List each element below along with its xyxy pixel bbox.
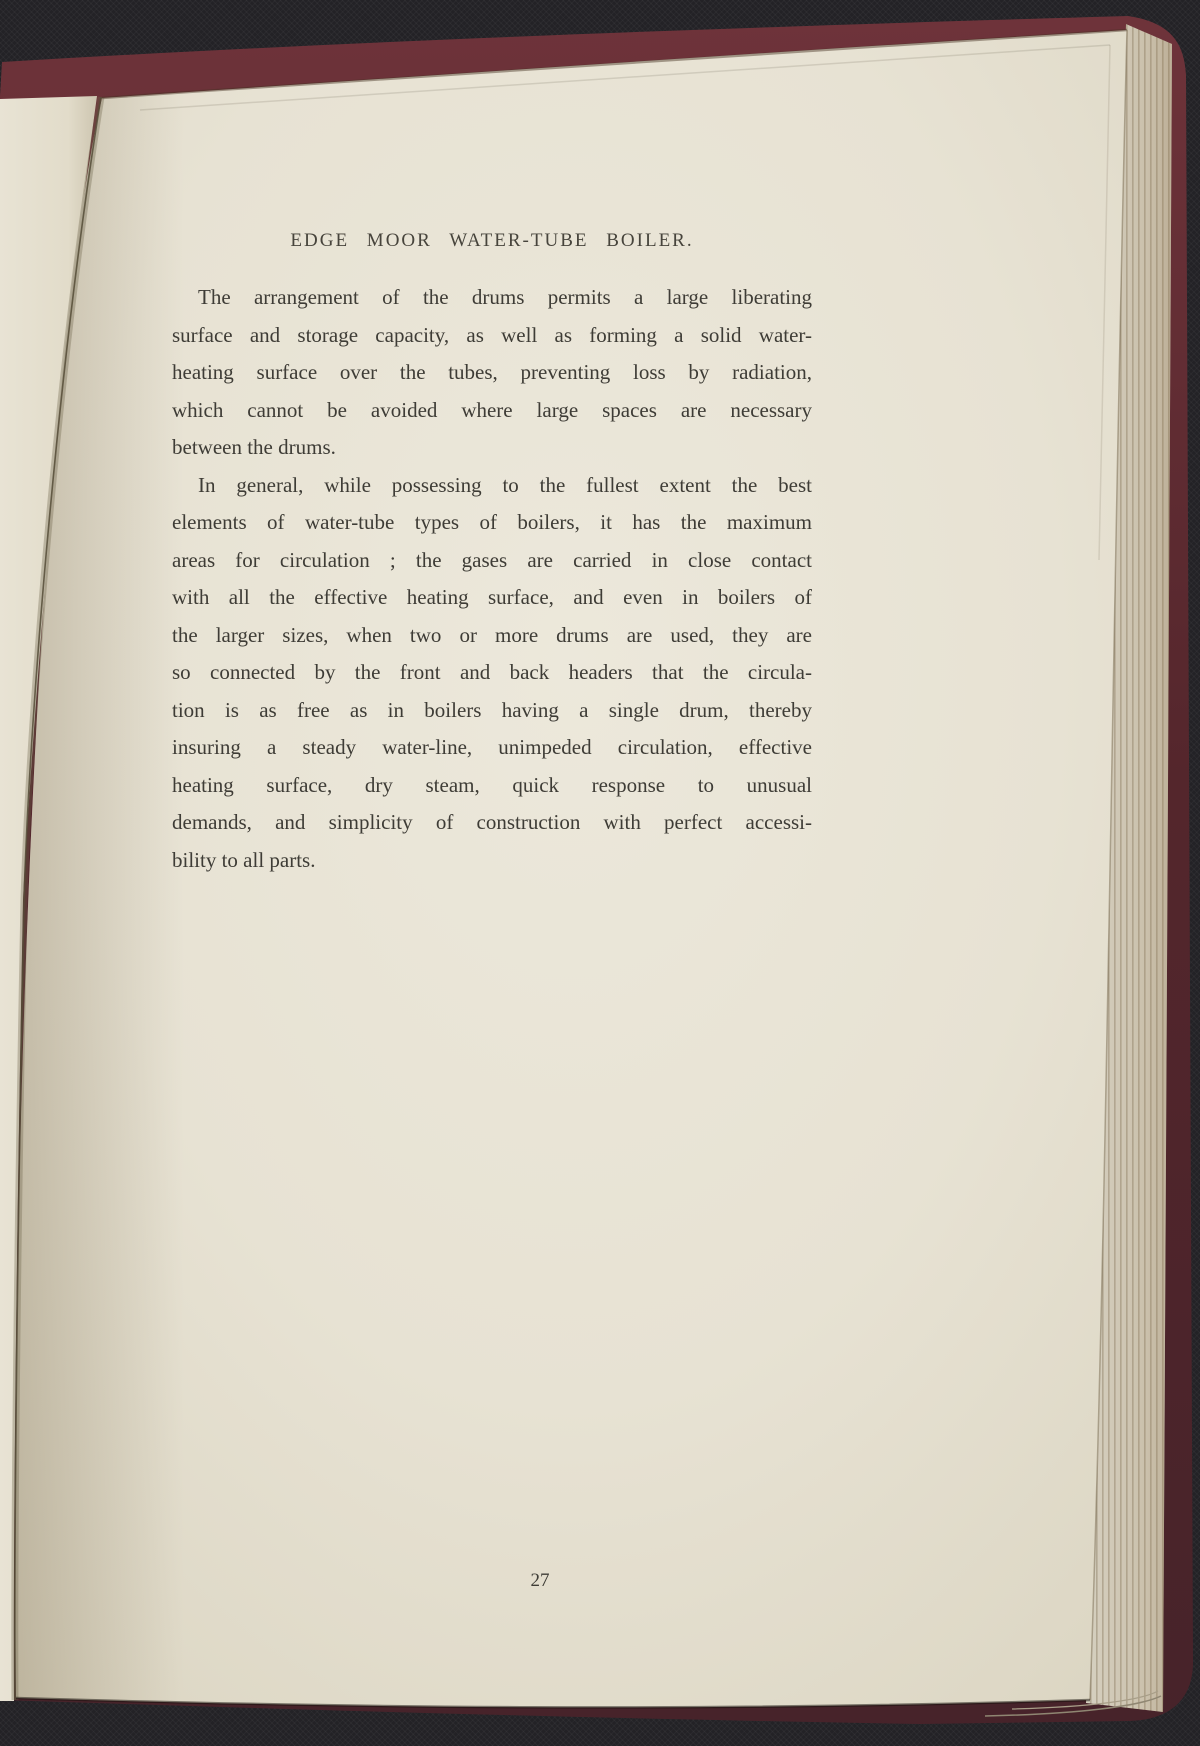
text-line: insuring a steady water-line, unimpeded circulation, effective — [172, 735, 812, 759]
text-line: the larger sizes, when two or more drums are used, they are — [172, 622, 812, 647]
text-line: between the drums. — [172, 435, 336, 459]
text-line: so connected by the front and back headers that the circula- — [172, 660, 812, 684]
text-line: which cannot be avoided where large spaces are necessary — [172, 397, 812, 422]
body-text — [172, 279, 812, 879]
page-number: 27 — [530, 1570, 550, 1591]
text-line: with all the effective heating surface, and even in boilers of — [172, 585, 812, 609]
paragraph — [172, 279, 812, 467]
text-line: areas for circulation ; the gases are carried in close contact — [172, 547, 812, 572]
text-line: heating surface, dry steam, quick response to unusual — [172, 772, 812, 797]
page-title: EDGE MOOR WATER-TUBE BOILER. — [290, 230, 694, 251]
text-line: The arrangement of the drums permits a large liberating — [198, 285, 812, 309]
text-line: heating surface over the tubes, preventing loss by radiation, — [172, 360, 812, 384]
text-line: elements of water-tube types of boilers, it has the maximum — [172, 510, 812, 534]
paragraph — [172, 467, 812, 880]
text-line: In general, while possessing to the fullest extent the best — [198, 472, 812, 497]
text-line: bility to all parts. — [172, 847, 316, 872]
text-line: tion is as free as in boilers having a single drum, thereby — [172, 697, 812, 722]
text-line: surface and storage capacity, as well as forming a solid water- — [172, 322, 812, 347]
text-line: demands, and simplicity of construction with perfect accessi- — [172, 810, 812, 834]
